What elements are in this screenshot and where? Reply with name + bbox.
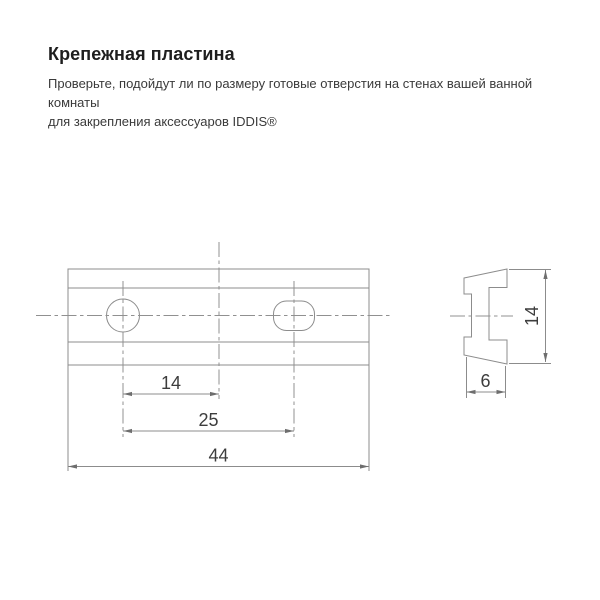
dimension-total-width xyxy=(68,446,369,469)
arrowhead-right xyxy=(497,390,506,394)
arrowhead-bottom xyxy=(543,353,547,362)
dimension-profile-thickness xyxy=(467,371,506,394)
arrowhead-left xyxy=(123,429,132,433)
arrowhead-left xyxy=(467,390,476,394)
dimension-value-6: 6 xyxy=(480,371,491,391)
arrowhead-right xyxy=(210,392,219,396)
arrowhead-right xyxy=(285,429,294,433)
dimension-value-14: 14 xyxy=(160,373,182,393)
side-view xyxy=(450,269,551,398)
page-title: Крепежная пластина xyxy=(48,44,235,64)
arrowhead-top xyxy=(543,270,547,279)
subtitle-line-2: для закрепления аксессуаров IDDIS® xyxy=(48,114,277,129)
dimension-profile-height xyxy=(522,270,548,362)
arrowhead-left xyxy=(123,392,132,396)
dimension-hole-to-hole xyxy=(123,410,294,433)
arrowhead-left xyxy=(68,464,77,468)
dimension-value-25: 25 xyxy=(198,410,219,430)
dimension-hole-to-center xyxy=(123,373,219,396)
dimension-value-44: 44 xyxy=(208,445,229,466)
subtitle-line-1: Проверьте, подойдут ли по размеру готовые отверстия на стенах вашей ванной комнаты xyxy=(48,76,533,110)
arrowhead-right xyxy=(360,464,369,468)
dimension-value-14-side: 14 xyxy=(522,305,542,327)
front-view xyxy=(36,242,392,471)
